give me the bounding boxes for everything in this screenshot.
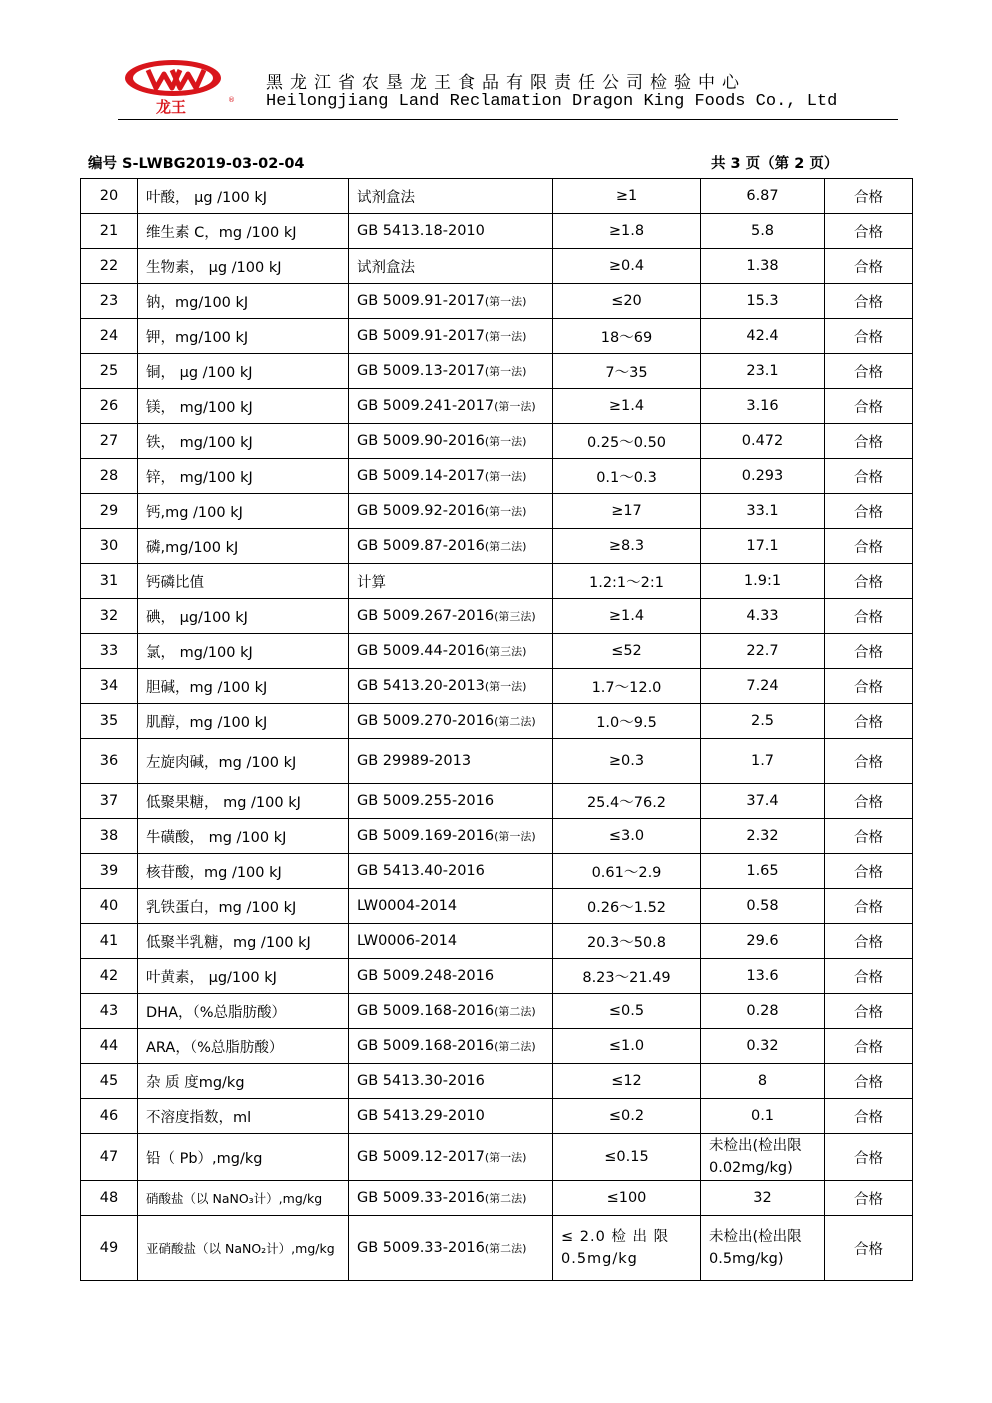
method-note: (第一法) — [494, 400, 536, 413]
test-result: 13.6 — [701, 959, 825, 994]
method-note: (第一法) — [484, 1151, 527, 1164]
conclusion: 合格 — [825, 389, 913, 424]
test-method — [349, 1181, 553, 1216]
conclusion: 合格 — [825, 424, 913, 459]
table-row — [81, 739, 913, 784]
test-result: 2.5 — [701, 704, 825, 739]
row-number: 20 — [81, 179, 138, 214]
test-item: DHA，（%总脂肪酸） — [138, 994, 349, 1029]
test-item: 碘， μg/100 kJ — [138, 599, 349, 634]
test-method — [349, 889, 553, 924]
method-note: (第一法) — [484, 505, 527, 518]
conclusion: 合格 — [825, 819, 913, 854]
test-item: 钙磷比值 — [138, 564, 349, 599]
test-method — [349, 739, 553, 784]
method-note: (第二法) — [494, 1005, 536, 1018]
method-standard: GB 5413.30-2016 — [357, 1073, 485, 1089]
conclusion: 合格 — [825, 529, 913, 564]
test-item: 左旋肉碱，mg /100 kJ — [138, 739, 349, 784]
row-number: 35 — [81, 704, 138, 739]
method-note: (第二法) — [484, 1242, 527, 1255]
method-standard: GB 5413.18-2010 — [357, 223, 485, 239]
row-number: 28 — [81, 459, 138, 494]
test-method — [349, 319, 553, 354]
method-standard: GB 5413.40-2016 — [357, 863, 485, 879]
test-item: 叶酸， μg /100 kJ — [138, 179, 349, 214]
test-result: 7.24 — [701, 669, 825, 704]
table-row — [81, 634, 913, 669]
standard-requirement: ≥0.4 — [553, 249, 701, 284]
standard-requirement: ≤52 — [553, 634, 701, 669]
standard-requirement: 1.7～12.0 — [553, 669, 701, 704]
method-standard: GB 5009.33-2016 — [357, 1190, 485, 1206]
standard-requirement: ≤20 — [553, 284, 701, 319]
table-row — [81, 564, 913, 599]
standard-requirement: ≤100 — [553, 1181, 701, 1216]
conclusion: 合格 — [825, 959, 913, 994]
test-result: 5.8 — [701, 214, 825, 249]
conclusion: 合格 — [825, 889, 913, 924]
table-row — [81, 784, 913, 819]
method-standard: GB 5009.87-2016 — [357, 538, 485, 554]
test-result: 0.293 — [701, 459, 825, 494]
conclusion: 合格 — [825, 354, 913, 389]
standard-requirement: 0.25～0.50 — [553, 424, 701, 459]
standard-requirement: 0.61～2.9 — [553, 854, 701, 889]
test-method — [349, 564, 553, 599]
method-standard: GB 5009.169-2016 — [357, 828, 495, 844]
standard-requirement: 1.0～9.5 — [553, 704, 701, 739]
conclusion: 合格 — [825, 284, 913, 319]
row-number: 32 — [81, 599, 138, 634]
method-note: (第一法) — [484, 330, 527, 343]
standard-requirement: 8.23～21.49 — [553, 959, 701, 994]
test-result: 37.4 — [701, 784, 825, 819]
test-result: 0.32 — [701, 1029, 825, 1064]
test-item: 钾，mg/100 kJ — [138, 319, 349, 354]
test-result: 22.7 — [701, 634, 825, 669]
test-method — [349, 354, 553, 389]
page-indicator: 共 3 页（第 2 页） — [711, 156, 839, 172]
test-item: 牛磺酸， mg /100 kJ — [138, 819, 349, 854]
test-result: 17.1 — [701, 529, 825, 564]
conclusion: 合格 — [825, 854, 913, 889]
test-method — [349, 214, 553, 249]
test-method — [349, 529, 553, 564]
conclusion: 合格 — [825, 784, 913, 819]
test-method — [349, 704, 553, 739]
test-result: 0.58 — [701, 889, 825, 924]
test-result: 1.38 — [701, 249, 825, 284]
standard-requirement: ≥1.4 — [553, 599, 701, 634]
table-row — [81, 529, 913, 564]
standard-requirement: ≤12 — [553, 1064, 701, 1099]
standard-requirement: ≤0.2 — [553, 1099, 701, 1134]
test-result: 2.32 — [701, 819, 825, 854]
row-number: 33 — [81, 634, 138, 669]
table-row — [81, 1099, 913, 1134]
row-number: 34 — [81, 669, 138, 704]
method-note: (第一法) — [494, 830, 536, 843]
standard-requirement: 20.3～50.8 — [553, 924, 701, 959]
row-number: 46 — [81, 1099, 138, 1134]
method-note: (第一法) — [484, 470, 527, 483]
conclusion: 合格 — [825, 1099, 913, 1134]
method-standard: GB 5009.91-2017 — [357, 293, 485, 309]
test-method — [349, 1216, 553, 1281]
method-standard: GB 5009.12-2017 — [357, 1149, 485, 1165]
test-result: 8 — [701, 1064, 825, 1099]
test-result: 4.33 — [701, 599, 825, 634]
row-number: 38 — [81, 819, 138, 854]
test-method — [349, 459, 553, 494]
conclusion: 合格 — [825, 634, 913, 669]
test-method — [349, 494, 553, 529]
standard-requirement: 18～69 — [553, 319, 701, 354]
test-result: 33.1 — [701, 494, 825, 529]
conclusion: 合格 — [825, 319, 913, 354]
standard-requirement: ≥0.3 — [553, 739, 701, 784]
test-method — [349, 669, 553, 704]
table-row — [81, 1181, 913, 1216]
method-standard: GB 5009.267-2016 — [357, 608, 495, 624]
test-result: 15.3 — [701, 284, 825, 319]
test-result: 0.1 — [701, 1099, 825, 1134]
conclusion: 合格 — [825, 214, 913, 249]
method-note: (第三法) — [494, 610, 536, 623]
table-row — [81, 889, 913, 924]
table-row — [81, 389, 913, 424]
test-method — [349, 959, 553, 994]
row-number: 48 — [81, 1181, 138, 1216]
test-method — [349, 249, 553, 284]
test-item: 锌， mg/100 kJ — [138, 459, 349, 494]
row-number: 36 — [81, 739, 138, 784]
row-number: 37 — [81, 784, 138, 819]
test-method — [349, 634, 553, 669]
method-note: (第一法) — [484, 365, 527, 378]
test-item: ARA，（%总脂肪酸） — [138, 1029, 349, 1064]
test-result: 0.472 — [701, 424, 825, 459]
row-number: 26 — [81, 389, 138, 424]
test-item: 杂 质 度mg/kg — [138, 1064, 349, 1099]
test-result: 3.16 — [701, 389, 825, 424]
table-row — [81, 424, 913, 459]
standard-requirement: ≥1 — [553, 179, 701, 214]
report-number: 编号 S-LWBG2019-03-02-04 — [88, 156, 305, 172]
test-item: 铁， mg/100 kJ — [138, 424, 349, 459]
test-result: 1.7 — [701, 739, 825, 784]
conclusion: 合格 — [825, 924, 913, 959]
test-method — [349, 1029, 553, 1064]
test-item: 低聚半乳糖，mg /100 kJ — [138, 924, 349, 959]
table-row — [81, 959, 913, 994]
row-number: 39 — [81, 854, 138, 889]
test-item: 亚硝酸盐（以 NaNO₂计）,mg/kg — [138, 1216, 349, 1281]
method-standard: GB 5009.241-2017 — [357, 398, 495, 414]
standard-requirement: ≥1.8 — [553, 214, 701, 249]
table-row — [81, 704, 913, 739]
method-standard: GB 5009.33-2016 — [357, 1240, 485, 1256]
test-method — [349, 994, 553, 1029]
table-row — [81, 179, 913, 214]
test-item: 低聚果糖， mg /100 kJ — [138, 784, 349, 819]
test-method — [349, 924, 553, 959]
method-note: (第二法) — [494, 715, 536, 728]
row-number: 29 — [81, 494, 138, 529]
table-row — [81, 354, 913, 389]
conclusion: 合格 — [825, 249, 913, 284]
method-standard: 试剂盒法 — [357, 189, 415, 206]
conclusion: 合格 — [825, 739, 913, 784]
test-method — [349, 389, 553, 424]
table-row — [81, 1064, 913, 1099]
test-method — [349, 599, 553, 634]
method-standard: GB 5009.13-2017 — [357, 363, 485, 379]
test-method — [349, 1134, 553, 1181]
test-result: 42.4 — [701, 319, 825, 354]
table-row — [81, 599, 913, 634]
standard-requirement: 7～35 — [553, 354, 701, 389]
method-standard: GB 5009.255-2016 — [357, 793, 495, 809]
row-number: 42 — [81, 959, 138, 994]
method-standard: GB 5009.92-2016 — [357, 503, 485, 519]
method-note: (第二法) — [494, 1040, 536, 1053]
table-row — [81, 1134, 913, 1181]
test-item: 不溶度指数，ml — [138, 1099, 349, 1134]
test-result: 1.65 — [701, 854, 825, 889]
conclusion: 合格 — [825, 179, 913, 214]
method-standard: GB 5009.90-2016 — [357, 433, 485, 449]
test-result: 未检出(检出限 0.02mg/kg) — [701, 1134, 825, 1181]
logo-text: 龙王 — [156, 98, 187, 116]
method-standard: 试剂盒法 — [357, 259, 415, 276]
row-number: 41 — [81, 924, 138, 959]
test-item: 钙,mg /100 kJ — [138, 494, 349, 529]
conclusion: 合格 — [825, 1134, 913, 1181]
conclusion: 合格 — [825, 669, 913, 704]
standard-requirement: 1.2:1～2:1 — [553, 564, 701, 599]
method-standard: GB 5413.20-2013 — [357, 678, 485, 694]
method-note: (第一法) — [484, 435, 527, 448]
test-item: 维生素 C，mg /100 kJ — [138, 214, 349, 249]
conclusion: 合格 — [825, 1216, 913, 1281]
table-row — [81, 494, 913, 529]
standard-requirement: ≤0.5 — [553, 994, 701, 1029]
row-number: 22 — [81, 249, 138, 284]
conclusion: 合格 — [825, 1064, 913, 1099]
method-standard: GB 5009.270-2016 — [357, 713, 495, 729]
conclusion: 合格 — [825, 704, 913, 739]
test-item: 生物素， μg /100 kJ — [138, 249, 349, 284]
method-note: (第一法) — [484, 295, 527, 308]
method-note: (第二法) — [484, 540, 527, 553]
test-result: 6.87 — [701, 179, 825, 214]
conclusion: 合格 — [825, 494, 913, 529]
test-item: 氯， mg/100 kJ — [138, 634, 349, 669]
table-row — [81, 1029, 913, 1064]
test-method — [349, 284, 553, 319]
table-row — [81, 319, 913, 354]
table-row — [81, 669, 913, 704]
test-item: 叶黄素， μg/100 kJ — [138, 959, 349, 994]
company-logo — [120, 58, 238, 116]
method-standard: LW0006-2014 — [357, 933, 458, 949]
row-number: 25 — [81, 354, 138, 389]
method-note: (第三法) — [484, 645, 527, 658]
test-item: 肌醇，mg /100 kJ — [138, 704, 349, 739]
test-item: 核苷酸，mg /100 kJ — [138, 854, 349, 889]
conclusion: 合格 — [825, 564, 913, 599]
method-standard: GB 5009.168-2016 — [357, 1003, 495, 1019]
standard-requirement: 0.1～0.3 — [553, 459, 701, 494]
row-number: 30 — [81, 529, 138, 564]
test-item: 磷,mg/100 kJ — [138, 529, 349, 564]
standard-requirement: ≥8.3 — [553, 529, 701, 564]
test-result: 未检出(检出限 0.5mg/kg) — [701, 1216, 825, 1281]
company-name-cn: 黑龙江省农垦龙王食品有限责任公司检验中心 — [266, 73, 746, 93]
method-standard: GB 29989-2013 — [357, 753, 472, 769]
conclusion: 合格 — [825, 459, 913, 494]
test-item: 钠，mg/100 kJ — [138, 284, 349, 319]
test-result: 23.1 — [701, 354, 825, 389]
row-number: 43 — [81, 994, 138, 1029]
table-row — [81, 214, 913, 249]
standard-requirement: 25.4～76.2 — [553, 784, 701, 819]
test-item: 镁， mg/100 kJ — [138, 389, 349, 424]
test-results-table — [80, 178, 913, 1281]
svg-text:®: ® — [228, 96, 235, 104]
conclusion: 合格 — [825, 994, 913, 1029]
test-method — [349, 819, 553, 854]
standard-requirement: ≥17 — [553, 494, 701, 529]
standard-requirement: ≤1.0 — [553, 1029, 701, 1064]
test-method — [349, 1099, 553, 1134]
test-method — [349, 784, 553, 819]
row-number: 21 — [81, 214, 138, 249]
table-row — [81, 854, 913, 889]
standard-requirement: ≤ 2.0 检 出 限 0.5mg/kg — [553, 1216, 701, 1281]
test-method — [349, 1064, 553, 1099]
standard-requirement: ≥1.4 — [553, 389, 701, 424]
method-standard: GB 5009.248-2016 — [357, 968, 495, 984]
method-standard: 计算 — [357, 574, 386, 591]
test-result: 0.28 — [701, 994, 825, 1029]
method-standard: GB 5009.168-2016 — [357, 1038, 495, 1054]
table-row — [81, 924, 913, 959]
method-note: (第二法) — [484, 1192, 527, 1205]
test-result: 32 — [701, 1181, 825, 1216]
row-number: 31 — [81, 564, 138, 599]
row-number: 27 — [81, 424, 138, 459]
table-body — [81, 179, 913, 1281]
row-number: 44 — [81, 1029, 138, 1064]
method-note: (第一法) — [484, 680, 527, 693]
row-number: 24 — [81, 319, 138, 354]
method-standard: GB 5009.14-2017 — [357, 468, 485, 484]
test-item: 铅（ Pb）,mg/kg — [138, 1134, 349, 1181]
method-standard: GB 5009.44-2016 — [357, 643, 485, 659]
conclusion: 合格 — [825, 1029, 913, 1064]
test-method — [349, 854, 553, 889]
test-item: 胆碱，mg /100 kJ — [138, 669, 349, 704]
test-item: 硝酸盐（以 NaNO₃计）,mg/kg — [138, 1181, 349, 1216]
table-row — [81, 994, 913, 1029]
header-divider — [118, 119, 898, 120]
row-number: 47 — [81, 1134, 138, 1181]
test-result: 1.9:1 — [701, 564, 825, 599]
table-row — [81, 1216, 913, 1281]
table-row — [81, 459, 913, 494]
row-number: 49 — [81, 1216, 138, 1281]
test-item: 铜， μg /100 kJ — [138, 354, 349, 389]
test-item: 乳铁蛋白，mg /100 kJ — [138, 889, 349, 924]
conclusion: 合格 — [825, 1181, 913, 1216]
row-number: 45 — [81, 1064, 138, 1099]
method-standard: GB 5009.91-2017 — [357, 328, 485, 344]
test-method — [349, 179, 553, 214]
row-number: 40 — [81, 889, 138, 924]
company-name-en: Heilongjiang Land Reclamation Dragon King Foods Co., Ltd — [266, 92, 838, 111]
standard-requirement: ≤3.0 — [553, 819, 701, 854]
table-row — [81, 249, 913, 284]
conclusion: 合格 — [825, 599, 913, 634]
test-result: 29.6 — [701, 924, 825, 959]
test-method — [349, 424, 553, 459]
row-number: 23 — [81, 284, 138, 319]
table-row — [81, 284, 913, 319]
table-row — [81, 819, 913, 854]
method-standard: LW0004-2014 — [357, 898, 458, 914]
standard-requirement: ≤0.15 — [553, 1134, 701, 1181]
method-standard: GB 5413.29-2010 — [357, 1108, 485, 1124]
standard-requirement: 0.26～1.52 — [553, 889, 701, 924]
